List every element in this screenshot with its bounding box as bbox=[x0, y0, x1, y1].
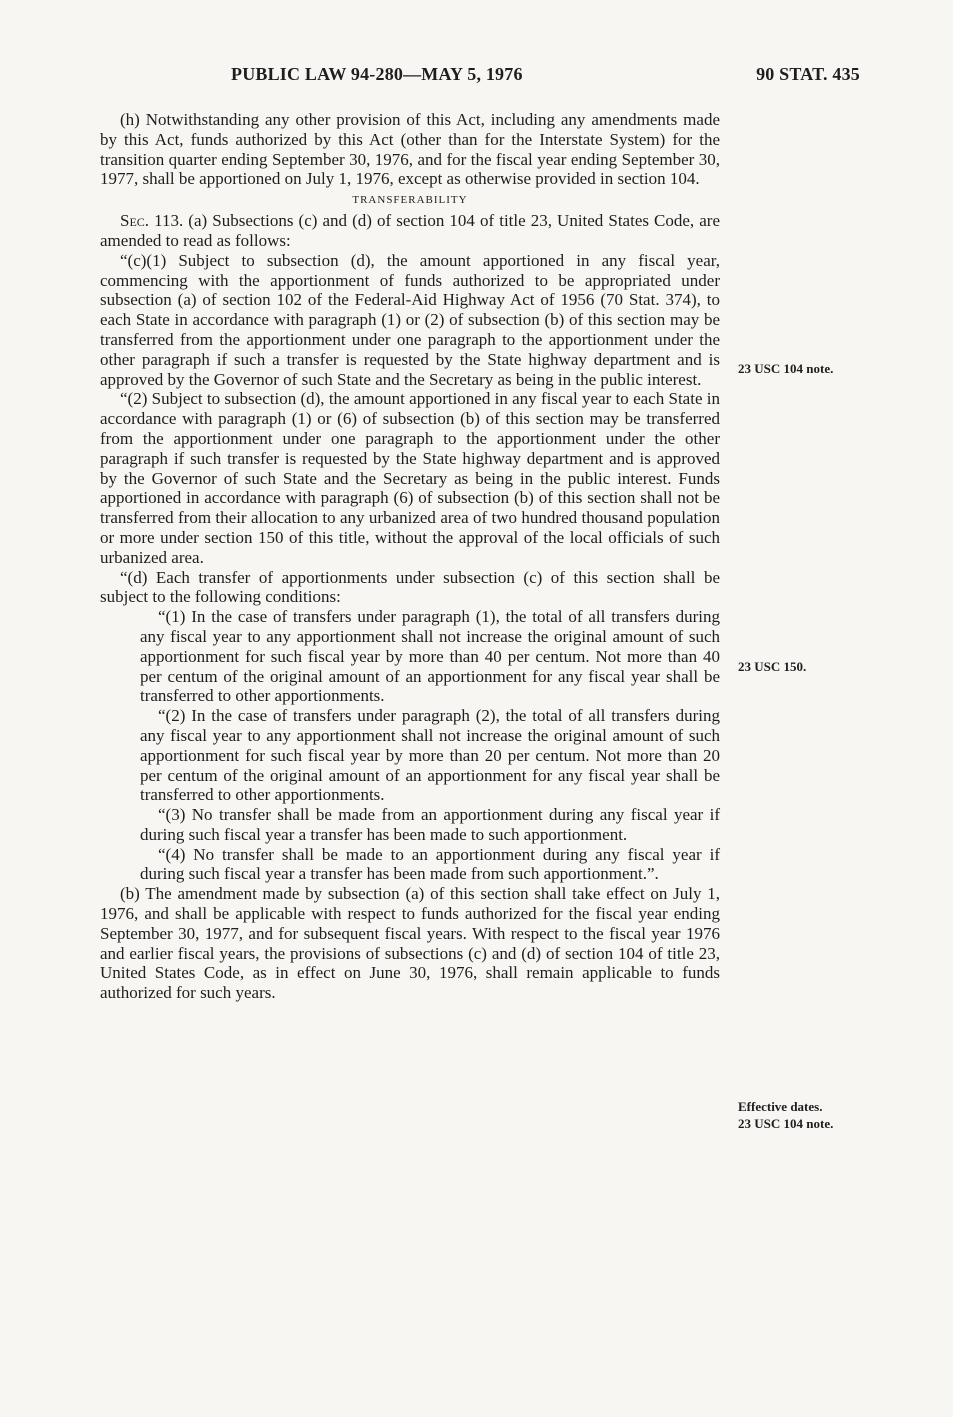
subsection-b: (b) The amendment made by subsection (a) of this section shall take effect on July 1, 1976, and shall be applicable with respect to funds authorized for the fiscal year ending September 30, 1977, and for subsequent fiscal years. With respect to the fiscal year 1976 and earlier fiscal years, the provisions of subsections (c) and (d) of section 104 of title 23, United States Code, as in effect on June 30, 1976, shall remain applicable to funds authorized for such years. bbox=[100, 884, 720, 1003]
subsection-c1: “(c)(1) Subject to subsection (d), the amount apportioned in any fiscal year, commencing with the apportionment of funds authorized to be appropriated under subsection (a) of section 102 of the Federal-Aid Highway Act of 1956 (70 Stat. 374), to each State in accordance with paragraph (1) or (2) of subsection (b) of this section may be transferred from the apportionment under one paragraph to the apportionment under the other paragraph if such a transfer is requested by the State highway department and is approved by the Governor of such State and the Secretary as being in the public interest. bbox=[100, 250, 720, 389]
margin-note-effective-dates-line2: 23 USC 104 note. bbox=[738, 1116, 834, 1131]
section-113-intro bbox=[100, 211, 720, 251]
section-heading: TRANSFERABILITY bbox=[352, 194, 468, 207]
condition-d4: “(4) No transfer shall be made to an apportionment during any fiscal year if during such fiscal year a transfer has been made from such apportionment.”. bbox=[140, 844, 720, 884]
section-113-text: 113. (a) Subsections (c) and (d) of section 104 of title 23, United States Code, are amended to read as follows: bbox=[100, 211, 721, 250]
paragraph-h: (h) Notwithstanding any other provision of this Act, including any amendments made by this Act, funds authorized by this Act (other than for the Interstate System) for the transition quarter ending September 30, 1976, and for the fiscal year ending September 30, 1977, shall be apportioned on July 1, 1976, except as otherwise provided in section 104. bbox=[100, 110, 720, 189]
header-title: PUBLIC LAW 94-280—MAY 5, 1976 bbox=[231, 64, 523, 84]
condition-d1: “(1) In the case of transfers under paragraph (1), the total of all transfers during any fiscal year to any apportionment shall not increase the original amount of such apportionment for such fiscal year by more than 40 per centum. Not more than 40 per centum of the original amount of an apportionment for any fiscal year shall be transferred to other apportionments. bbox=[140, 607, 720, 706]
condition-d3: “(3) No transfer shall be made from an apportionment during any fiscal year if during such fiscal year a transfer has been made to such apportionment. bbox=[140, 805, 720, 844]
margin-note-23-usc-104: 23 USC 104 note. bbox=[738, 361, 834, 376]
header-statute-reference: 90 STAT. 435 bbox=[756, 64, 860, 84]
subsection-c2: “(2) Subject to subsection (d), the amount apportioned in any fiscal year to each State in accordance with paragraph (1) or (6) of subsection (b) of this section may be transferred from the apportionment under one paragraph to the apportionment under the other paragraph if such transfer is requested by the State highway department and is approved by the Governor of such State and the Secretary as being in the public interest. Funds apportioned in accordance with paragraph (6) of subsection (b) of this section shall not be transferred from their allocation to any urbanized area of two hundred thousand population or more under section 150 of this title, without the approval of the local officials of such urbanized area. bbox=[100, 389, 720, 567]
margin-note-effective-dates bbox=[738, 1098, 833, 1132]
margin-note-effective-dates-line1: Effective dates. bbox=[738, 1099, 823, 1114]
sec-label: Sec. bbox=[120, 211, 150, 231]
margin-note-23-usc-150: 23 USC 150. bbox=[738, 659, 807, 674]
body-text bbox=[100, 110, 720, 1003]
subsection-d: “(d) Each transfer of apportionments under subsection (c) of this section shall be subject to the following conditions: bbox=[100, 567, 720, 607]
condition-d2: “(2) In the case of transfers under paragraph (2), the total of all transfers during any fiscal year to any apportionment shall not increase the original amount of such apportionment for such fiscal year by more than 20 per centum. Not more than 20 per centum of the original amount of an apportionment for any fiscal year shall be transferred to other apportionments. bbox=[140, 706, 720, 805]
page-header bbox=[100, 64, 860, 90]
